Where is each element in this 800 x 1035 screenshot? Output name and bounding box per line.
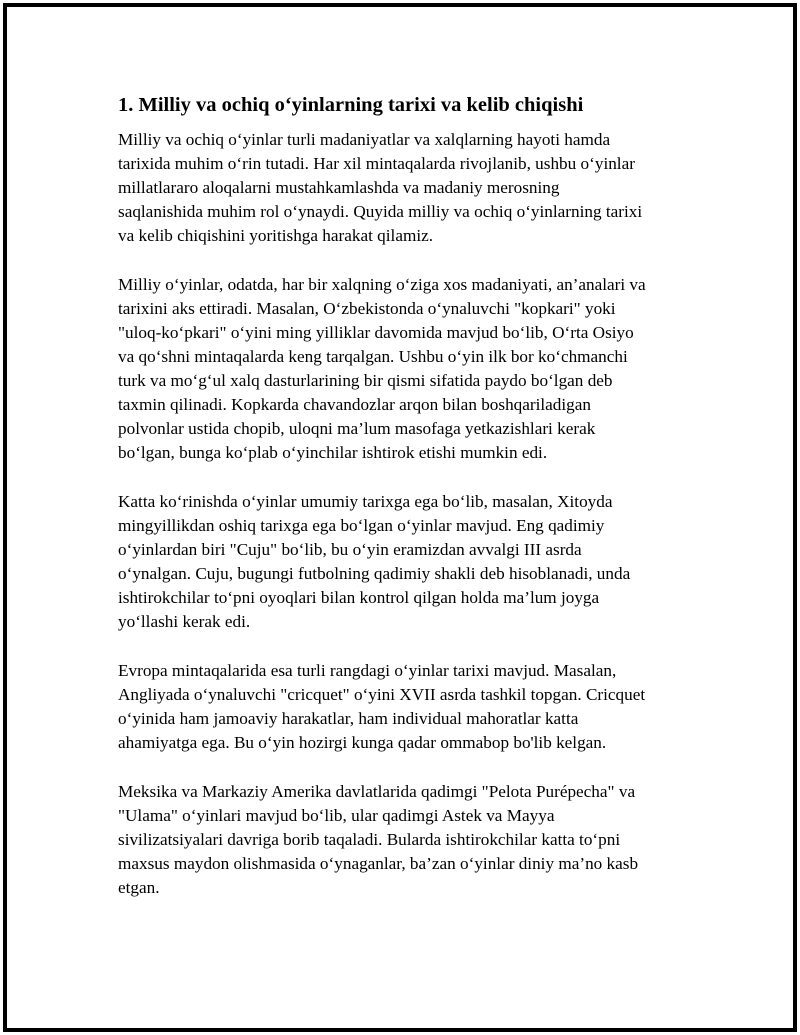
paragraph bbox=[118, 780, 698, 900]
text-line: maxsus maydon olishmasida o‘ynaganlar, ba’zan o‘yinlar diniy ma’no kasb bbox=[118, 854, 639, 873]
text-line: taxmin qilinadi. Kopkarda chavandozlar arqon bilan boshqariladigan bbox=[118, 395, 591, 414]
text-line: o‘yinida ham jamoaviy harakatlar, ham individual mahoratlar katta bbox=[118, 709, 579, 728]
paragraph bbox=[118, 128, 698, 248]
paragraph bbox=[118, 490, 698, 634]
text-line: o‘ynalgan. Cuju, bugungi futbolning qadimiy shakli deb hisoblanadi, unda bbox=[118, 564, 631, 583]
text-line: polvonlar ustida chopib, uloqni ma’lum masofaga yetkazishlari kerak bbox=[118, 419, 596, 438]
text-line: "uloq-ko‘pkari" o‘yini ming yilliklar davomida mavjud bo‘lib, O‘rta Osiyo bbox=[118, 323, 634, 342]
text-line: va kelib chiqishini yoritishga harakat qilamiz. bbox=[118, 226, 434, 245]
text-line: o‘yinlardan biri "Cuju" bo‘lib, bu o‘yin eramizdan avvalgi III asrda bbox=[118, 540, 582, 559]
text-line: turk va mo‘g‘ul xalq dasturlarining bir qismi sifatida paydo bo‘lgan deb bbox=[118, 371, 613, 390]
text-line: millatlararo aloqalarni mustahkamlashda va madaniy merosning bbox=[118, 178, 560, 197]
text-line: bo‘lgan, bunga ko‘plab o‘yinchilar ishtirok etishi mumkin edi. bbox=[118, 443, 548, 462]
text-line: saqlanishida muhim rol o‘ynaydi. Quyida milliy va ochiq o‘yinlarning tarixi bbox=[118, 202, 643, 221]
text-line: va qo‘shni mintaqalarda keng tarqalgan. Ushbu o‘yin ilk bor ko‘chmanchi bbox=[118, 347, 628, 366]
paragraph bbox=[118, 659, 698, 755]
text-line: etgan. bbox=[118, 878, 160, 897]
text-line: Milliy o‘yinlar, odatda, har bir xalqning o‘ziga xos madaniyati, an’analari va bbox=[118, 275, 646, 294]
text-line: "Ulama" o‘yinlari mavjud bo‘lib, ular qadimgi Astek va Mayya bbox=[118, 806, 555, 825]
text-line: Katta ko‘rinishda o‘yinlar umumiy tarixga ega bo‘lib, masalan, Xitoyda bbox=[118, 492, 613, 511]
text-line: yo‘llashi kerak edi. bbox=[118, 612, 251, 631]
section-heading: 1. Milliy va ochiq o‘yinlarning tarixi va kelib chiqishi bbox=[118, 94, 584, 116]
text-line: Milliy va ochiq o‘yinlar turli madaniyatlar va xalqlarning hayoti hamda bbox=[118, 130, 611, 149]
document-body bbox=[118, 93, 698, 925]
text-line: mingyillikdan oshiq tarixga ega bo‘lgan o‘yinlar mavjud. Eng qadimiy bbox=[118, 516, 605, 535]
text-line: tarixini aks ettiradi. Masalan, O‘zbekistonda o‘ynaluvchi "kopkari" yoki bbox=[118, 299, 616, 318]
text-line: Angliyada o‘ynaluvchi "cricquet" o‘yini XVII asrda tashkil topgan. Cricquet bbox=[118, 685, 646, 704]
text-line: ahamiyatga ega. Bu o‘yin hozirgi kunga qadar ommabop bo'lib kelgan. bbox=[118, 733, 607, 752]
text-line: sivilizatsiyalari davriga borib taqaladi. Bularda ishtirokchilar katta to‘pni bbox=[118, 830, 621, 849]
text-line: Meksika va Markaziy Amerika davlatlarida qadimgi "Pelota Purépecha" va bbox=[118, 782, 636, 801]
text-line: ishtirokchilar to‘pni oyoqlari bilan kontrol qilgan holda ma’lum joyga bbox=[118, 588, 600, 607]
text-line: tarixida muhim o‘rin tutadi. Har xil mintaqalarda rivojlanib, ushbu o‘yinlar bbox=[118, 154, 635, 173]
paragraph bbox=[118, 273, 698, 465]
text-line: Evropa mintaqalarida esa turli rangdagi o‘yinlar tarixi mavjud. Masalan, bbox=[118, 661, 617, 680]
